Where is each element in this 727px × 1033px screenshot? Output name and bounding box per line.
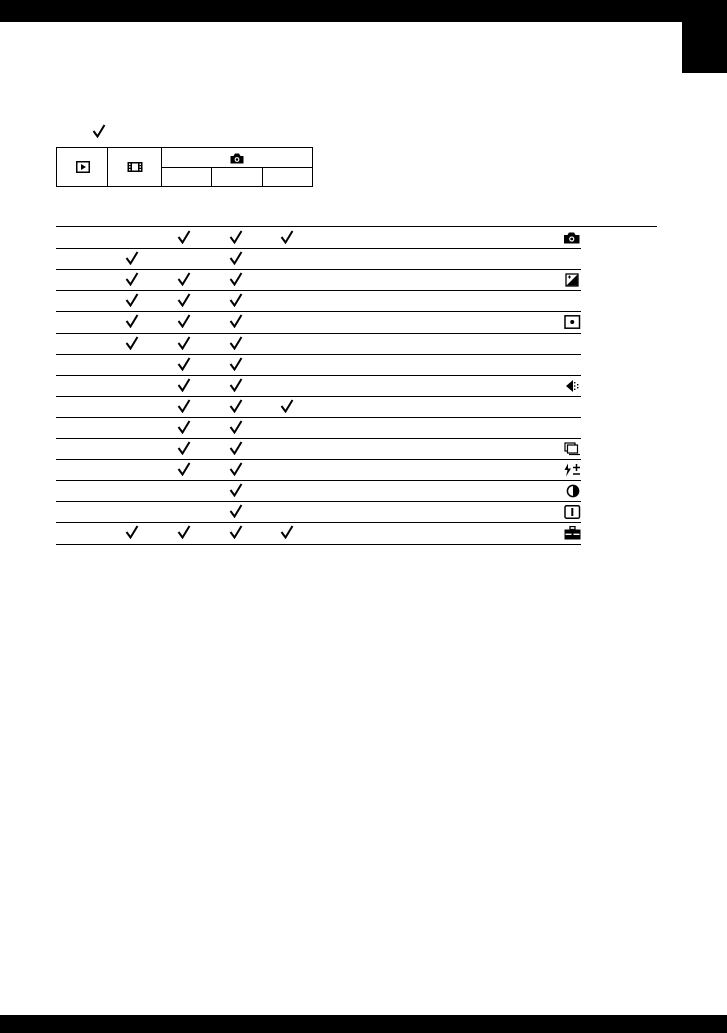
check-icon xyxy=(280,525,294,539)
check-icon xyxy=(177,336,191,350)
check-icon xyxy=(177,293,191,307)
table-row-rule xyxy=(56,501,581,502)
check-icon xyxy=(125,525,139,539)
table-row-rule xyxy=(56,311,581,312)
check-icon xyxy=(229,336,243,350)
exposure-icon xyxy=(563,273,581,287)
flash-level-icon xyxy=(563,463,581,477)
table-row-rule xyxy=(56,354,581,355)
contrast-icon xyxy=(563,484,581,498)
check-icon xyxy=(229,525,243,539)
check-icon xyxy=(125,314,139,328)
table-row-rule xyxy=(56,248,581,249)
table-row-rule xyxy=(56,290,581,291)
check-icon xyxy=(177,399,191,413)
check-icon xyxy=(229,399,243,413)
check-icon xyxy=(229,483,243,497)
camera-icon xyxy=(563,231,581,245)
check-icon xyxy=(280,399,294,413)
metering-spot-icon xyxy=(563,315,581,329)
check-icon xyxy=(229,314,243,328)
check-icon xyxy=(177,230,191,244)
burst-icon xyxy=(563,442,581,456)
sharpness-icon xyxy=(563,379,581,393)
check-icon xyxy=(177,378,191,392)
check-icon xyxy=(229,420,243,434)
table-row-rule xyxy=(56,459,581,460)
check-icon xyxy=(229,441,243,455)
check-icon xyxy=(229,504,243,518)
camera-icon xyxy=(230,153,244,164)
check-icon xyxy=(177,314,191,328)
mode-subcolumn-divider xyxy=(211,167,212,187)
mode-subdivider xyxy=(162,167,313,168)
check-icon xyxy=(229,230,243,244)
check-icon xyxy=(125,336,139,350)
table-top-rule xyxy=(56,226,657,227)
check-icon xyxy=(229,251,243,265)
check-icon xyxy=(177,357,191,371)
check-icon xyxy=(280,230,294,244)
check-icon xyxy=(229,272,243,286)
table-row-rule xyxy=(56,333,581,334)
table-row-rule xyxy=(56,480,581,481)
mode-subcolumn-divider xyxy=(262,167,263,187)
table-row-rule xyxy=(56,544,581,545)
check-icon xyxy=(229,293,243,307)
chapter-side-tab xyxy=(682,22,727,73)
saturation-icon xyxy=(563,505,581,519)
table-row-rule xyxy=(56,522,581,523)
check-icon xyxy=(177,462,191,476)
table-row-rule xyxy=(56,438,581,439)
check-icon xyxy=(229,357,243,371)
table-row-rule xyxy=(56,396,581,397)
table-row-rule xyxy=(56,269,581,270)
playback-icon xyxy=(76,161,90,173)
check-icon xyxy=(229,462,243,476)
check-icon xyxy=(177,441,191,455)
check-icon xyxy=(177,420,191,434)
top-black-band xyxy=(0,0,727,22)
check-icon xyxy=(125,293,139,307)
check-icon xyxy=(229,378,243,392)
mode-divider xyxy=(107,148,108,187)
check-icon xyxy=(177,525,191,539)
check-icon xyxy=(92,124,106,138)
movie-icon xyxy=(127,161,143,173)
setup-toolbox-icon xyxy=(563,526,581,540)
table-row-rule xyxy=(56,375,581,376)
check-icon xyxy=(125,251,139,265)
mode-header-box xyxy=(56,147,313,187)
check-icon xyxy=(125,272,139,286)
table-row-rule xyxy=(56,417,581,418)
bottom-black-band xyxy=(0,1015,727,1033)
check-icon xyxy=(177,272,191,286)
